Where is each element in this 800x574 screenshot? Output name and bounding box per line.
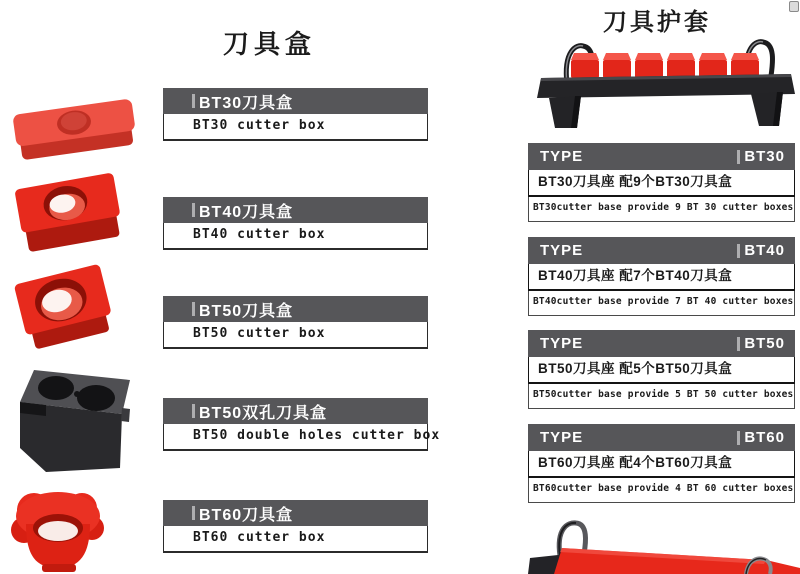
spec-en-label: BT60 cutter box: [163, 526, 428, 553]
type-en-description: BT60cutter base provide 4 BT 60 cutter boxes: [528, 478, 795, 503]
type-value-text: BT30: [744, 148, 785, 165]
type-card-bt30: [528, 143, 795, 222]
type-en-description: BT40cutter base provide 7 BT 40 cutter boxes: [528, 291, 795, 316]
type-card-header: [528, 237, 795, 264]
bt30-cutter-box-image: [5, 95, 140, 165]
type-value-text: BT40: [744, 242, 785, 259]
type-value: [737, 242, 785, 259]
spec-zh-label: BT60刀具盒: [199, 506, 294, 524]
type-card-header: [528, 330, 795, 357]
corner-ui-artifact: [789, 1, 799, 12]
spec-en-label: BT50 double holes cutter box: [163, 424, 428, 451]
page-title-cutter-sleeve: 刀具护套: [603, 9, 711, 36]
tick-bar-icon: [737, 431, 740, 445]
spec-card-header: [163, 197, 428, 223]
spec-card-header: [163, 88, 428, 114]
type-zh-description: BT30刀具座 配9个BT30刀具盒: [528, 170, 795, 197]
type-value: [737, 429, 785, 446]
spec-zh-label: BT50刀具盒: [199, 302, 294, 320]
spec-en-label: BT50 cutter box: [163, 322, 428, 349]
type-label: TYPE: [540, 148, 584, 165]
spec-card-header: [163, 500, 428, 526]
bt50-double-holes-cutter-box-image: [8, 356, 138, 476]
tick-bar-icon: [737, 150, 740, 164]
tick-bar-icon: [192, 404, 195, 418]
spec-card-header: [163, 296, 428, 322]
type-label: TYPE: [540, 242, 584, 259]
type-card-header: [528, 143, 795, 170]
type-zh-description: BT60刀具座 配4个BT60刀具盒: [528, 451, 795, 478]
type-en-description: BT30cutter base provide 9 BT 30 cutter boxes: [528, 197, 795, 222]
tick-bar-icon: [192, 302, 195, 316]
spec-card-bt50: [163, 296, 428, 349]
type-card-bt40: [528, 237, 795, 316]
spec-en-label: BT40 cutter box: [163, 223, 428, 250]
type-card-header: [528, 424, 795, 451]
type-label: TYPE: [540, 335, 584, 352]
type-card-bt50: [528, 330, 795, 409]
tick-bar-icon: [192, 203, 195, 217]
tick-bar-icon: [737, 244, 740, 258]
spec-zh-label: BT50双孔刀具盒: [199, 404, 328, 422]
bt60-cutter-box-image: [6, 476, 111, 574]
spec-card-bt60: [163, 500, 428, 553]
spec-card-bt50-double: [163, 398, 441, 451]
type-en-description: BT50cutter base provide 5 BT 50 cutter boxes: [528, 384, 795, 409]
type-value: [737, 148, 785, 165]
type-zh-description: BT40刀具座 配7个BT40刀具盒: [528, 264, 795, 291]
spec-zh-label: BT30刀具盒: [199, 94, 294, 112]
type-card-bt60: [528, 424, 795, 503]
tick-bar-icon: [192, 94, 195, 108]
bt50-cutter-box-image: [5, 262, 120, 357]
type-value-text: BT50: [744, 335, 785, 352]
cutter-base-bench-image: [535, 36, 797, 136]
spec-zh-label: BT40刀具盒: [199, 203, 294, 221]
type-value-text: BT60: [744, 429, 785, 446]
spec-en-label: BT30 cutter box: [163, 114, 428, 141]
page-title-cutter-box: 刀具盒: [223, 29, 317, 59]
cutter-base-bench-partial-image: [528, 512, 800, 574]
bt40-cutter-box-image: [5, 165, 130, 260]
tick-bar-icon: [737, 337, 740, 351]
type-zh-description: BT50刀具座 配5个BT50刀具盒: [528, 357, 795, 384]
spec-card-bt30: [163, 88, 428, 141]
type-label: TYPE: [540, 429, 584, 446]
tick-bar-icon: [192, 506, 195, 520]
spec-card-bt40: [163, 197, 428, 250]
type-value: [737, 335, 785, 352]
spec-card-header: [163, 398, 428, 424]
